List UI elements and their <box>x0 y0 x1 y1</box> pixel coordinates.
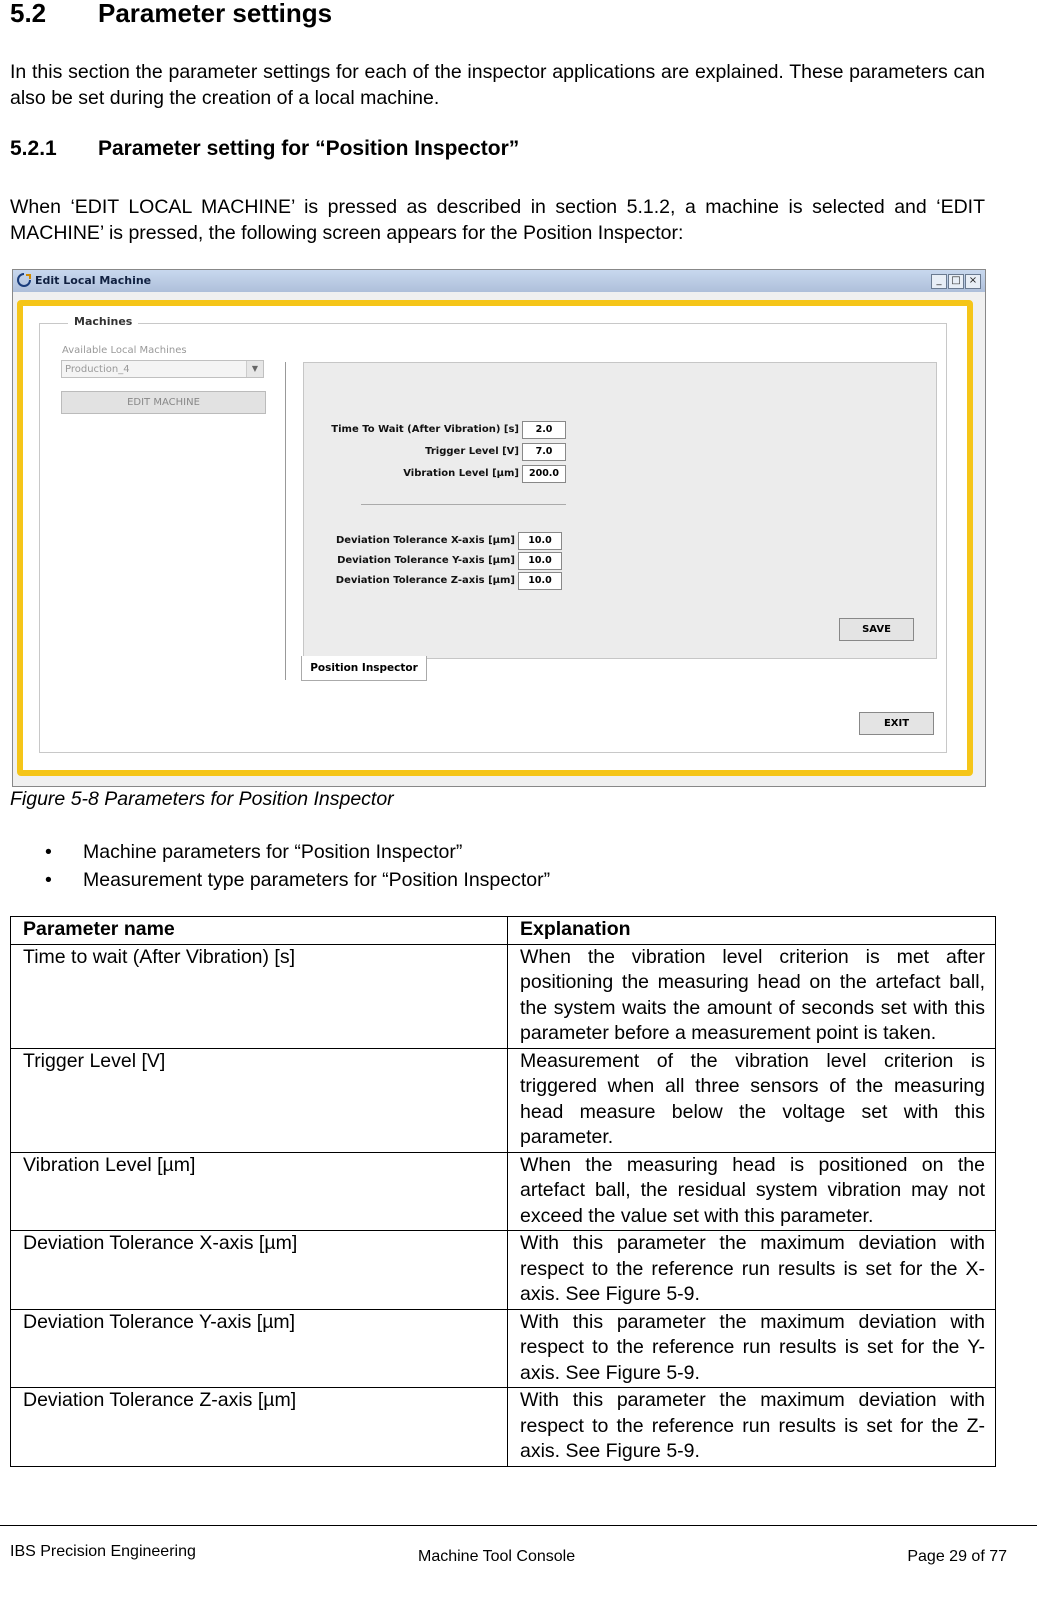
footer-company: IBS Precision Engineering <box>10 1543 196 1560</box>
machine-select-value: Production_4 <box>65 364 130 375</box>
available-machines-label: Available Local Machines <box>62 345 187 356</box>
list-item: • Machine parameters for “Position Inspector” <box>45 838 550 866</box>
position-inspector-panel <box>303 362 937 659</box>
table-row <box>11 1388 996 1467</box>
param-separator <box>361 504 566 505</box>
exit-button[interactable]: EXIT <box>859 712 934 735</box>
section-title: Parameter settings <box>98 0 333 28</box>
table-cell-param: Deviation Tolerance X-axis [µm] <box>11 1231 508 1310</box>
table-cell-explanation: When the vibration level criterion is met after positioning the measuring head on the artefact ball, the system waits the amount of seconds set with this parameter before a measurement point is taken. <box>508 944 996 1048</box>
footer-doc-title: Machine Tool Console <box>418 1548 576 1565</box>
subsection-intro: When ‘EDIT LOCAL MACHINE’ is pressed as described in section 5.1.2, a machine is selected and ‘EDIT MACHINE’ is pressed, the following screen appears for the Position Inspector: <box>10 196 985 244</box>
table-cell-explanation: With this parameter the maximum deviation with respect to the reference run results is set for the Y-axis. See Figure 5-9. <box>508 1309 996 1388</box>
table-row <box>11 1152 996 1231</box>
save-button[interactable]: SAVE <box>839 618 914 641</box>
list-item: • Measurement type parameters for “Position Inspector” <box>45 866 550 894</box>
table-row <box>11 1048 996 1152</box>
subsection-heading <box>10 137 519 161</box>
param-input-trigger-level[interactable]: 7.0 <box>522 443 566 461</box>
window-titlebar <box>13 270 985 292</box>
section-intro: In this section the parameter settings for each of the inspector applications are explained. These parameters can also be set during the creation of a local machine. <box>10 61 985 109</box>
subsection-title: Parameter setting for “Position Inspector” <box>98 137 520 160</box>
param-label-tolerance-x: Deviation Tolerance X-axis [µm] <box>335 535 515 546</box>
footer-rule <box>0 1525 1037 1526</box>
machines-group-label: Machines <box>68 315 138 328</box>
table-cell-explanation: With this parameter the maximum deviation with respect to the reference run results is set for the Z-axis. See Figure 5-9. <box>508 1388 996 1467</box>
table-row <box>11 944 996 1048</box>
machine-select[interactable] <box>61 360 264 378</box>
close-icon[interactable]: × <box>965 274 981 289</box>
edit-machine-button[interactable]: EDIT MACHINE <box>61 391 266 414</box>
edit-local-machine-window <box>12 269 986 787</box>
param-input-time-to-wait[interactable]: 2.0 <box>522 421 566 439</box>
figure-caption: Figure 5-8 Parameters for Position Inspector <box>10 788 394 810</box>
section-number: 5.2 <box>10 0 47 28</box>
table-cell-explanation: Measurement of the vibration level criterion is triggered when all three sensors of the measuring head measure below the voltage set with this parameter. <box>508 1048 996 1152</box>
param-label-tolerance-y: Deviation Tolerance Y-axis [µm] <box>337 555 515 566</box>
minimize-icon[interactable]: _ <box>931 274 947 289</box>
table-row <box>11 1231 996 1310</box>
bullet-list <box>45 838 550 894</box>
subsection-number: 5.2.1 <box>10 137 57 160</box>
table-cell-param: Trigger Level [V] <box>11 1048 508 1152</box>
param-input-vibration-level[interactable]: 200.0 <box>522 465 566 483</box>
parameter-table <box>10 916 996 1467</box>
app-icon <box>17 273 31 287</box>
table-cell-param: Vibration Level [µm] <box>11 1152 508 1231</box>
table-cell-param: Deviation Tolerance Z-axis [µm] <box>11 1388 508 1467</box>
maximize-icon[interactable]: □ <box>948 274 964 289</box>
param-label-time-to-wait: Time To Wait (After Vibration) [s] <box>331 424 519 435</box>
panel-divider <box>285 362 286 680</box>
chevron-down-icon[interactable]: ▼ <box>246 361 263 377</box>
table-header: Explanation <box>508 917 996 945</box>
param-input-tolerance-x[interactable]: 10.0 <box>518 532 562 550</box>
param-label-trigger-level: Trigger Level [V] <box>425 446 519 457</box>
section-heading <box>10 0 332 29</box>
param-label-vibration-level: Vibration Level [µm] <box>403 468 519 479</box>
param-input-tolerance-z[interactable]: 10.0 <box>518 572 562 590</box>
footer-page-number: Page 29 of 77 <box>907 1548 1007 1565</box>
param-label-tolerance-z: Deviation Tolerance Z-axis [µm] <box>335 575 515 586</box>
table-row <box>11 1309 996 1388</box>
param-input-tolerance-y[interactable]: 10.0 <box>518 552 562 570</box>
tab-position-inspector[interactable]: Position Inspector <box>301 656 427 681</box>
table-cell-param: Time to wait (After Vibration) [s] <box>11 944 508 1048</box>
table-header-row <box>11 917 996 945</box>
table-cell-explanation: When the measuring head is positioned on the artefact ball, the residual system vibration may not exceed the value set with this parameter. <box>508 1152 996 1231</box>
table-cell-param: Deviation Tolerance Y-axis [µm] <box>11 1309 508 1388</box>
window-title: Edit Local Machine <box>35 274 152 287</box>
table-cell-explanation: With this parameter the maximum deviation with respect to the reference run results is set for the X-axis. See Figure 5-9. <box>508 1231 996 1310</box>
table-header: Parameter name <box>11 917 508 945</box>
